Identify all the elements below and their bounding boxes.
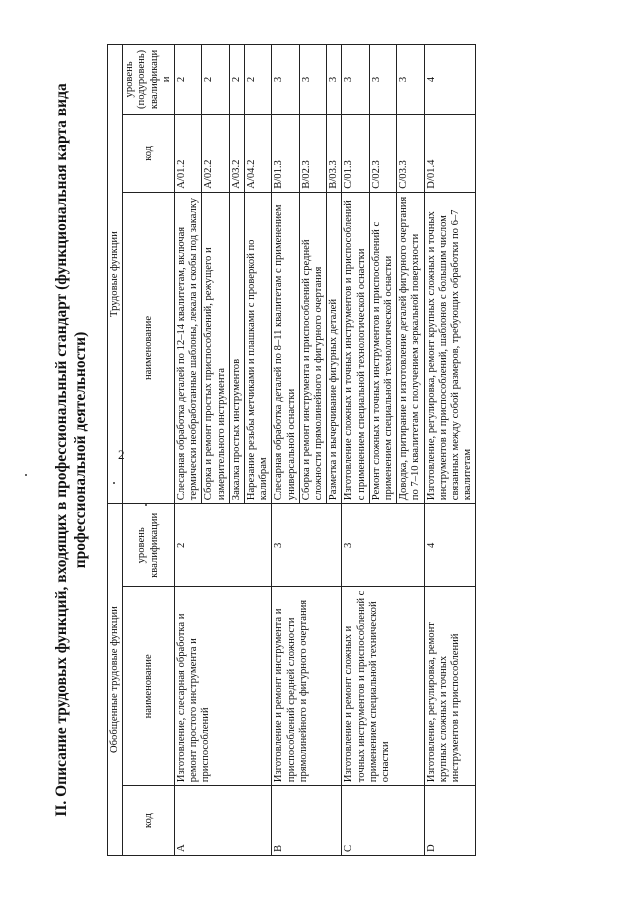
function-code: A/04.2 (245, 114, 272, 192)
rotated-page (52, 44, 588, 856)
function-level: 3 (369, 45, 396, 115)
group-name: Изготовление, регулировка, ремонт крупных сложных и точных инструментов и приспособлений (424, 587, 476, 786)
function-name: Изготовление сложных и точных инструментов и приспособлений с применением специальной технологической оснастки (342, 192, 369, 503)
function-code: B/02.3 (299, 114, 326, 192)
group-name: Изготовление и ремонт инструмента и приспособлений средней сложности прямолинейного и фигурного очертания (272, 587, 342, 786)
function-name: Разметка и вычерчивание фигурных деталей (327, 192, 342, 503)
function-name: Слесарная обработка деталей по 12–14 квалитетам, включая термически необработанные шаблоны, лекала и скобы под закалку (175, 192, 202, 503)
table-row (175, 45, 202, 856)
group-name: Изготовление, слесарная обработка и ремонт простого инструмента и приспособлений (175, 587, 272, 786)
function-level: 2 (245, 45, 272, 115)
function-level: 3 (327, 45, 342, 115)
group-code: C (342, 786, 424, 856)
function-level: 2 (202, 45, 229, 115)
page-number: 2 (118, 447, 125, 462)
header-function-name: наименование (123, 192, 175, 503)
function-level: 3 (397, 45, 424, 115)
function-name: Сборка и ремонт простых приспособлений, режущего и измерительного инструмента (202, 192, 229, 503)
function-code: D/01.4 (424, 114, 476, 192)
function-code: A/03.2 (229, 114, 244, 192)
function-code: B/03.3 (327, 114, 342, 192)
functional-map-table (107, 44, 476, 856)
function-name: Доводка, притирание и изготовление деталей фигурного очертания по 7–10 квалитетам с получением зеркальной поверхности (397, 192, 424, 503)
title-line-2: профессиональной деятельности) (72, 331, 89, 569)
function-name: Ремонт сложных и точных инструментов и приспособлений с применением специальной технологической оснастки (369, 192, 396, 503)
function-code: C/02.3 (369, 114, 396, 192)
group-level: 3 (272, 504, 342, 587)
title-line-1: II. Описание трудовых функций, входящих в профессиональный стандарт (функциональная карта вида (53, 83, 70, 817)
header-generalized: Обобщенные трудовые функции (108, 504, 123, 856)
function-level: 3 (272, 45, 299, 115)
function-level: 3 (342, 45, 369, 115)
function-name: Закалка простых инструментов (229, 192, 244, 503)
scan-speck (25, 474, 27, 476)
header-level: уровень квалификации (123, 504, 175, 587)
function-code: C/03.3 (397, 114, 424, 192)
header-sublevel: уровень (подуровень) квалификации (123, 45, 175, 115)
group-code: D (424, 786, 476, 856)
table-row (424, 45, 476, 856)
group-name: Изготовление и ремонт сложных и точных инструментов и приспособлений с применением специальной технической оснастки (342, 587, 424, 786)
group-level: 3 (342, 504, 424, 587)
function-level: 2 (175, 45, 202, 115)
header-code: код (123, 786, 175, 856)
function-code: A/01.2 (175, 114, 202, 192)
header-functions: Трудовые функции (108, 45, 123, 504)
group-level: 2 (175, 504, 272, 587)
function-name: Сборка и ремонт инструмента и приспособлений средней сложности прямолинейного и фигурного очертания (299, 192, 326, 503)
function-code: A/02.2 (202, 114, 229, 192)
function-name: Изготовление, регулировка, ремонт крупных сложных и точных инструментов и приспособлений, шаблонов с большим числом связанных между собой размеров, требующих обработки по 6–7 квалитетам (424, 192, 476, 503)
group-code: A (175, 786, 272, 856)
function-code: B/01.3 (272, 114, 299, 192)
function-code: C/01.3 (342, 114, 369, 192)
group-code: B (272, 786, 342, 856)
page-title (52, 44, 90, 856)
table-row (272, 45, 299, 856)
function-name: Слесарная обработка деталей по 8–11 квалитетам с применением универсальной оснастки (272, 192, 299, 503)
group-level: 4 (424, 504, 476, 587)
function-level: 4 (424, 45, 476, 115)
table-row (342, 45, 369, 856)
function-name: Нарезание резьбы метчиками и плашками с проверкой по калибрам (245, 192, 272, 503)
header-name: наименование (123, 587, 175, 786)
function-level: 3 (299, 45, 326, 115)
header-function-code: код (123, 114, 175, 192)
function-level: 2 (229, 45, 244, 115)
